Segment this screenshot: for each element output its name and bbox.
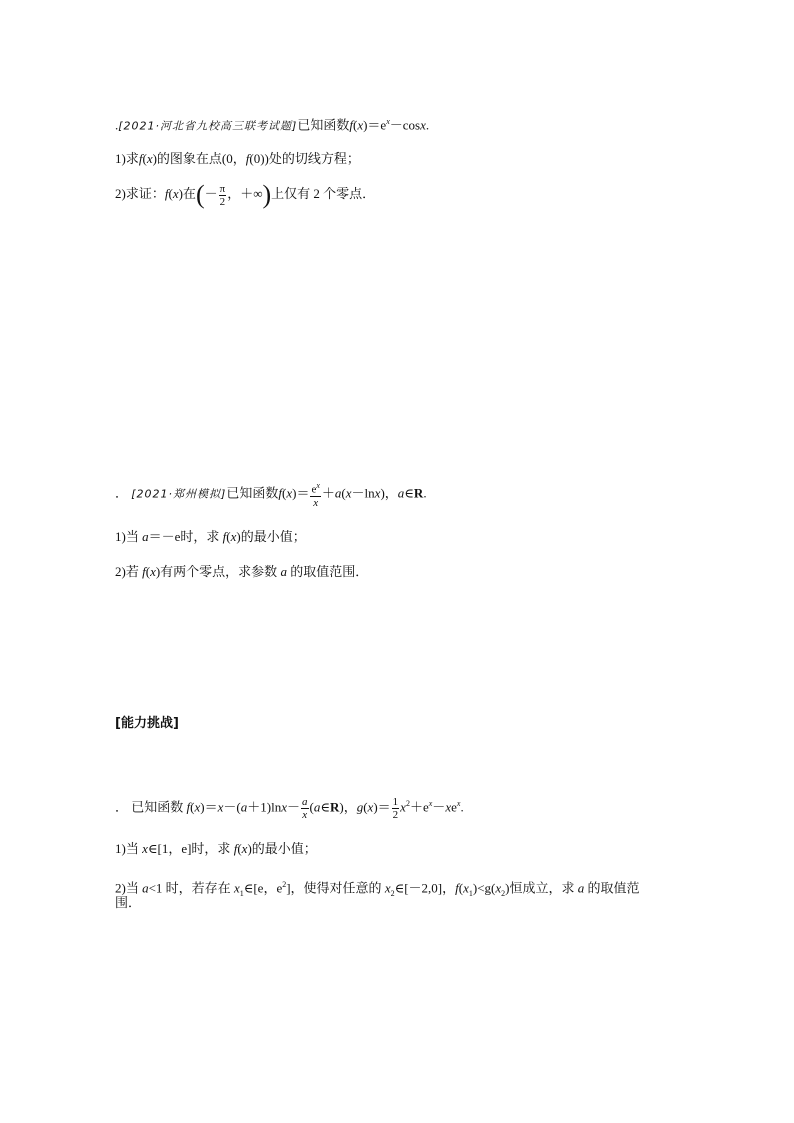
one-half-fraction: $\frac{1}{2}$	[392, 795, 399, 821]
problem-3-part-1: 1)当 x∈[1，e]时，求 f(x)的最小值；	[115, 841, 317, 856]
problem-2-stem: ． [2021·郑州模拟]已知函数f(x)＝ $\frac{e^x}{x}$ ＋a(x－lnx)，a∈R.	[115, 481, 427, 509]
section-title: [能力挑战]	[115, 716, 179, 731]
pi-over-2-fraction: $\frac{\pi}{2}$	[219, 182, 226, 208]
a-over-x-fraction: $\frac{a}{x}$	[302, 795, 308, 821]
problem-1-part-2: 2)求证：f(x)在(－ $\frac{\pi}{2}$ ，＋∞)上仅有 2 个零点．	[115, 180, 376, 209]
problem-1-source: [2021·河北省九校高三联考试题]	[118, 119, 298, 133]
problem-3-part-2-wrap: 围．	[115, 895, 142, 910]
problem-2-part-2: 2)若 f(x)有两个零点，求参数 a 的取值范围．	[115, 564, 369, 579]
problem-2-part-1: 1)当 a＝－e时，求 f(x)的最小值；	[115, 529, 306, 544]
problem-3-part-2: 2)当 a<1 时，若存在 $x_1\in[e$，$e^2$]，使得对任意的 $x_2\in[-2,0]$，$f(x_1)<g(x_2)$恒成立，求 a 的取值范	[115, 880, 640, 898]
problem-3-stem: ． 已知函数 f(x)＝x－(a＋1)lnx－ $\frac{a}{x}$ (a∈R)，g(x)＝ $\frac{1}{2}$ $x^2+e^x-xe^x$.	[115, 795, 464, 821]
ex-over-x-fraction: $\frac{e^x}{x}$	[311, 481, 320, 509]
problem-1-part-1: 1)求f(x)的图象在点(0，f(0))处的切线方程；	[115, 151, 360, 166]
problem-2-source: [2021·郑州模拟]	[131, 487, 227, 501]
problem-1-stem: .[2021·河北省九校高三联考试题]已知函数$f(x)=e^x-\cos x$.	[115, 117, 430, 133]
